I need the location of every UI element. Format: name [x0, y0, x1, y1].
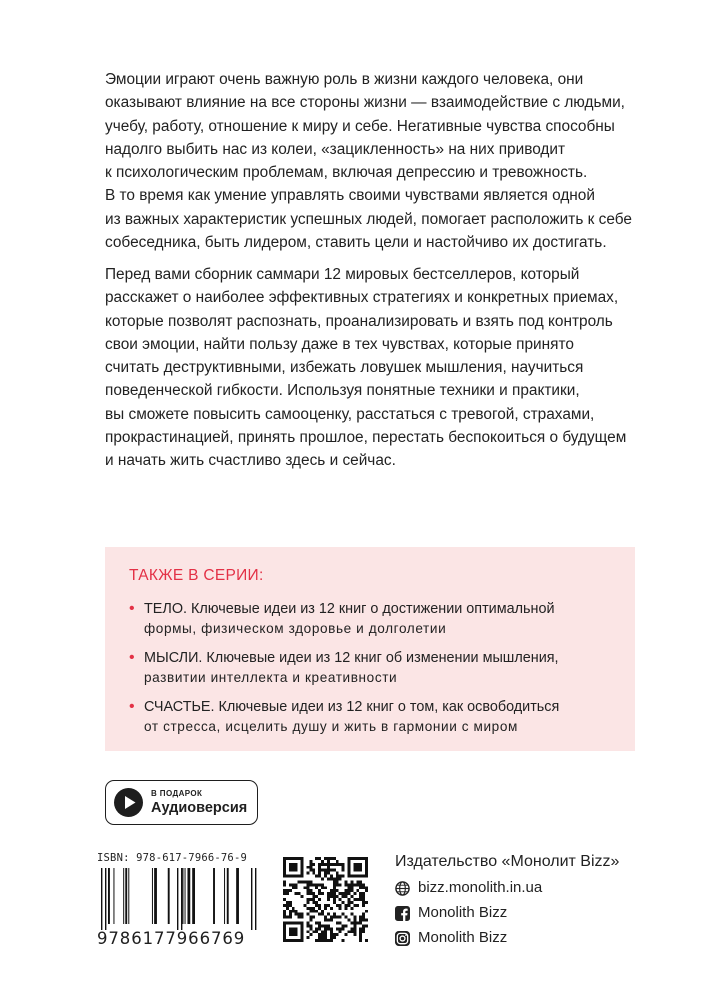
text-line: вы сможете повысить самооценку, расстаться с тревогой, страхами,: [105, 405, 595, 423]
facebook-text: Monolith Bizz: [418, 904, 508, 921]
text-line: прокрастинацией, принять прошлое, перестать беспокоиться о будущем: [105, 429, 627, 447]
text-line: поведенческой гибкости. Используя понятные техники и практики,: [105, 382, 580, 400]
series-item-line: формы, физическом здоровье и долголетии: [144, 621, 447, 636]
text-line: из важных характеристик успешных людей, помогает расположить к себе: [105, 210, 632, 228]
text-line: к психологическим проблемам, включая депрессию и тревожность.: [105, 164, 588, 182]
intro-paragraph: [105, 68, 665, 254]
instagram-text: Monolith Bizz: [418, 929, 508, 946]
text-line: свои эмоции, найти пользу даже в тех чувствах, которые принято: [105, 335, 574, 353]
series-title: ТАКЖЕ В СЕРИИ:: [129, 567, 264, 584]
publisher-name: Издательство «Монолит Bizz»: [395, 853, 620, 870]
series-item-line: ТЕЛО. Ключевые идеи из 12 книг о достижении оптимальной: [144, 601, 555, 617]
badge-audio-label: Аудиоверсия: [151, 800, 248, 816]
text-line: расскажет о наиболее эффективных стратегиях и конкретных приемах,: [105, 289, 619, 307]
bullet-icon: •: [129, 600, 135, 617]
play-icon: [114, 788, 143, 817]
text-line: собеседника, быть лидером, ставить цели и настойчиво их достигать.: [105, 234, 607, 252]
bullet-icon: •: [129, 649, 135, 666]
also-in-series-box: [105, 547, 635, 751]
text-line: В то время как умение управлять своими чувствами является одной: [105, 187, 595, 205]
facebook-icon: [395, 906, 410, 921]
qr-code: [283, 857, 368, 942]
text-line: оказывают влияние на все стороны жизни — взаимодействие с людьми,: [105, 94, 625, 112]
text-line: Эмоции играют очень важную роль в жизни каждого человека, они: [105, 71, 584, 88]
isbn-label: ISBN: 978-617-7966-76-9: [97, 852, 247, 864]
text-line: которые позволят распознать, проанализировать и взять под контроль: [105, 312, 613, 330]
badge-gift-label: В ПОДАРОК: [151, 789, 203, 798]
globe-icon: [395, 881, 410, 896]
barcode-graphic: [101, 868, 257, 930]
series-item-line: развитии интеллекта и креативности: [144, 670, 398, 685]
text-line: и начать жить счастливо здесь и сейчас.: [105, 452, 396, 470]
text-line: учебу, работу, отношение к миру и себе. Негативные чувства способны: [105, 117, 615, 135]
audio-version-badge: [105, 780, 258, 825]
text-line: надолго выбить нас из колеи, «зацикленность» на них приводит: [105, 140, 566, 158]
series-item-line: СЧАСТЬЕ. Ключевые идеи из 12 книг о том, как освободиться: [144, 699, 560, 715]
description-paragraph: [105, 263, 665, 473]
bullet-icon: •: [129, 698, 135, 715]
text-line: считать деструктивными, избежать ловушек мышления, научиться: [105, 359, 584, 377]
series-item-line: от стресса, исцелить душу и жить в гармонии с миром: [144, 719, 518, 734]
isbn-barcode: [97, 852, 260, 952]
website-text: bizz.monolith.in.ua: [418, 879, 543, 896]
instagram-icon: [395, 931, 410, 946]
series-item-line: МЫСЛИ. Ключевые идеи из 12 книг об изменении мышления,: [144, 650, 559, 666]
barcode-digits: 9786177966769: [97, 929, 246, 948]
text-line: Перед вами сборник саммари 12 мировых бестселлеров, который: [105, 266, 580, 283]
